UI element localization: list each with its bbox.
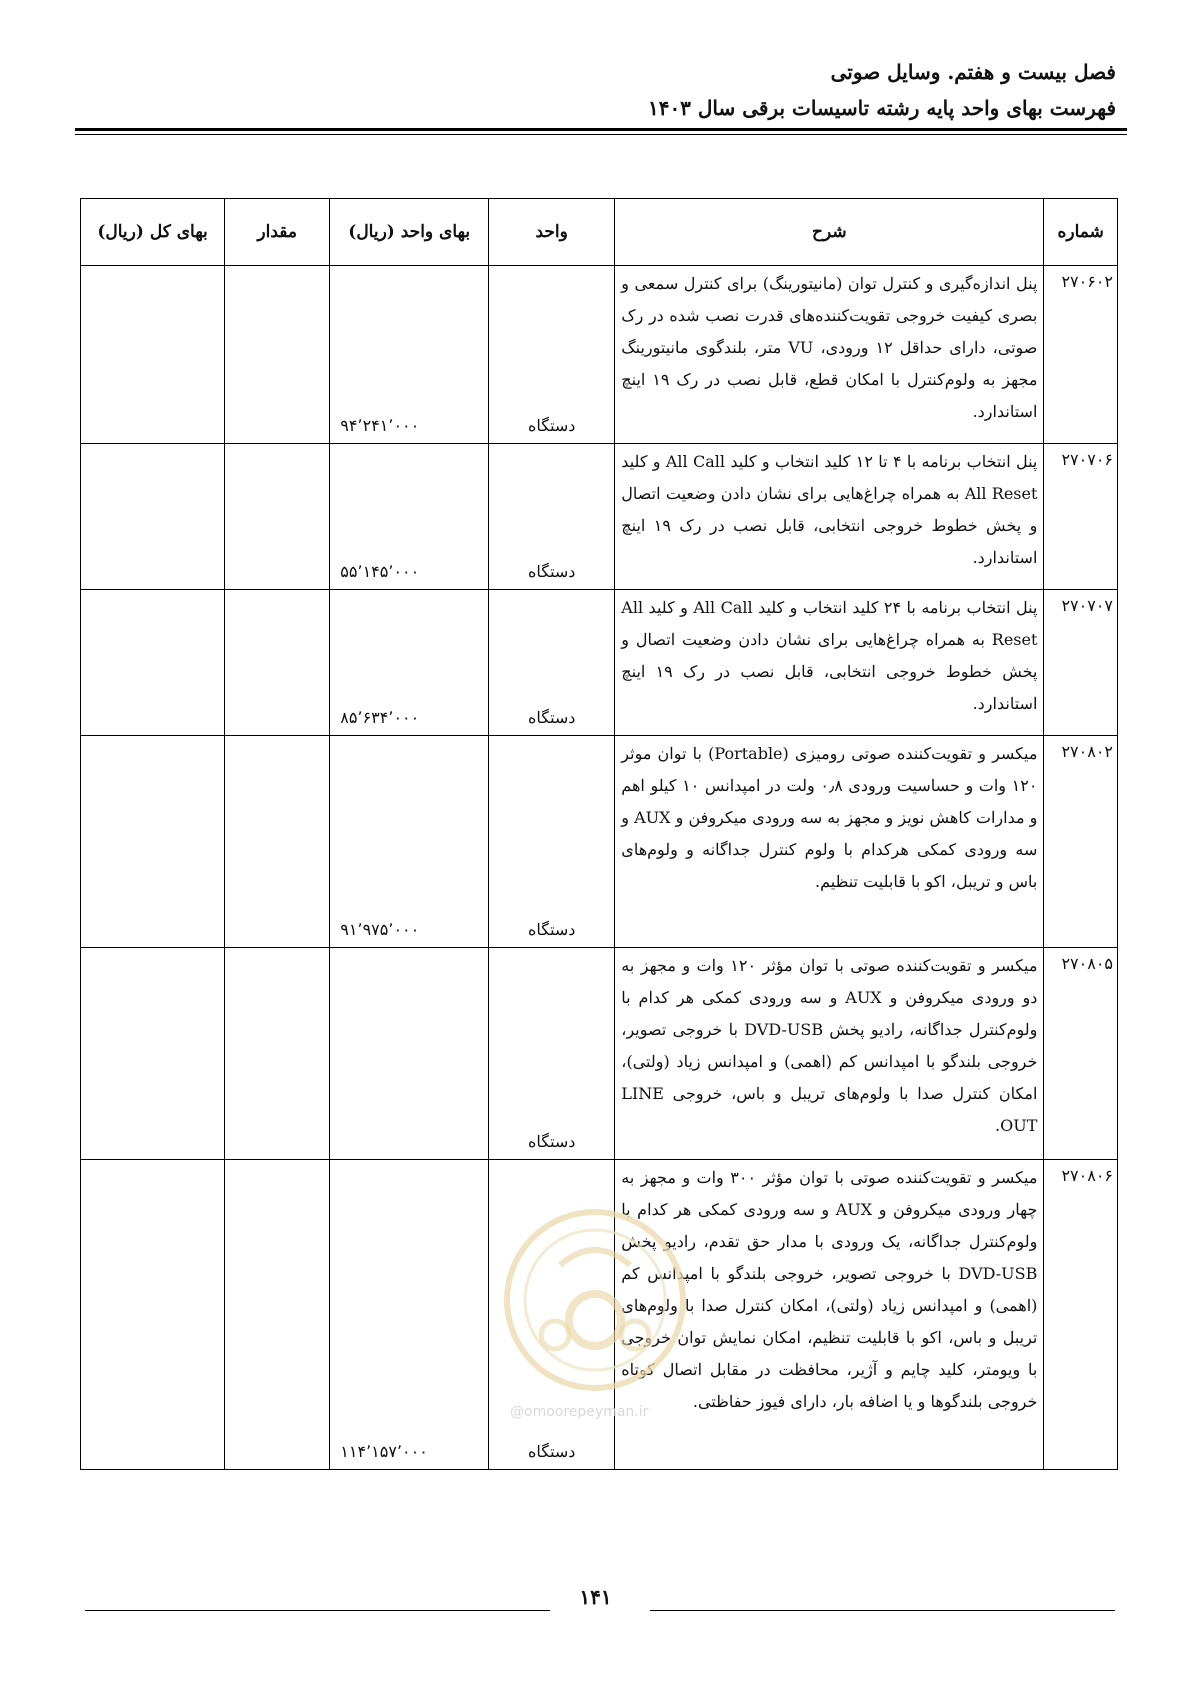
item-unit-price: ۵۵٬۱۴۵٬۰۰۰ [330,444,489,590]
item-unit: دستگاه [489,590,615,736]
item-unit-price: ۸۵٬۶۳۴٬۰۰۰ [330,590,489,736]
table-row [81,1160,1118,1470]
item-description: پنل انتخاب برنامه با ۴ تا ۱۲ کلید انتخاب و کلید All Call و کلید All Reset به همراه چراغ‌هایی برای نشان دادن وضعیت اتصال و پخش خطوط خروجی انتخابی، قابل نصب در رک ۱۹ اینچ استاندارد. [615,444,1044,590]
item-unit-price: ۱۱۴٬۱۵۷٬۰۰۰ [330,1160,489,1470]
table-row [81,736,1118,948]
table-row [81,266,1118,444]
item-description: پنل انتخاب برنامه با ۲۴ کلید انتخاب و کلید All Call و کلید All Reset به همراه چراغ‌هایی برای نشان دادن وضعیت اتصال و پخش خطوط خروجی انتخابی، قابل نصب در رک ۱۹ اینچ استاندارد. [615,590,1044,736]
book-title: فهرست بهای واحد پایه رشته تاسیسات برقی سال ۱۴۰۳ [647,96,1116,120]
item-total [81,266,225,444]
item-unit-price: ۹۱٬۹۷۵٬۰۰۰ [330,736,489,948]
item-description: پنل اندازه‌گیری و کنترل توان (مانیتورینگ) برای کنترل سمعی و بصری کیفیت خروجی تقویت‌کننده‌های قدرت نصب شده در رک صوتی، دارای حداقل ۱۲ ورودی، VU متر، بلندگوی مانیتورینگ مجهز به ولوم‌کنترل با امکان قطع، قابل نصب در رک ۱۹ اینچ استاندارد. [615,266,1044,444]
table-row [81,590,1118,736]
watermark-text: @omoorepeyman.ir [510,1404,649,1420]
item-total [81,948,225,1160]
item-description: میکسر و تقویت‌کننده صوتی با توان مؤثر ۳۰۰ وات و مجهز به چهار ورودی میکروفن و AUX و سه ورودی کمکی هر کدام با ولوم‌کنترل جداگانه، یک ورودی با مدار حق تقدم، رادیو پخش DVD-USB با خروجی تصویر، خروجی بلندگو با امپدانس کم (اهمی) و امپدانس زیاد (ولتی)، امکان کنترل صدا با ولوم‌های تریبل و باس، اکو با قابلیت تنظیم، امکان نمایش توان خروجی با ویومتر، کلید چایم و آژیر، محافظت در مقابل اتصال کوتاه خروجی بلندگوها و یا اضافه بار، دارای فیوز حفاظتی. [615,1160,1044,1470]
header-rule-thick [75,128,1127,131]
col-header-unit-price: بهای واحد (ریال) [330,199,489,266]
footer-rule-left [85,1610,550,1611]
header-rule-thin [75,134,1127,135]
item-unit: دستگاه [489,266,615,444]
item-unit: دستگاه [489,948,615,1160]
col-header-total: بهای کل (ریال) [81,199,225,266]
col-header-code: شماره [1044,199,1118,266]
item-code: ۲۷۰۷۰۶ [1044,444,1118,590]
table-row [81,444,1118,590]
col-header-desc: شرح [615,199,1044,266]
item-total [81,1160,225,1470]
item-total [81,444,225,590]
item-unit-price: ۹۴٬۲۴۱٬۰۰۰ [330,266,489,444]
col-header-qty: مقدار [225,199,330,266]
page-number: ۱۴۱ [579,1585,612,1609]
item-description: میکسر و تقویت‌کننده صوتی رومیزی (Portable) با توان موثر ۱۲۰ وات و حساسیت ورودی ۰٫۸ ولت در امپدانس ۱۰ کیلو اهم و مدارات کاهش نویز و مجهز به سه ورودی میکروفن و AUX و سه ورودی کمکی هرکدام با ولوم کنترل جداگانه و ولوم‌های باس و تریبل، اکو با قابلیت تنظیم. [615,736,1044,948]
col-header-unit: واحد [489,199,615,266]
item-qty [225,266,330,444]
item-qty [225,948,330,1160]
item-qty [225,590,330,736]
item-unit-price [330,948,489,1160]
item-code: ۲۷۰۸۰۲ [1044,736,1118,948]
item-qty [225,736,330,948]
item-description: میکسر و تقویت‌کننده صوتی با توان مؤثر ۱۲۰ وات و مجهز به دو ورودی میکروفن و AUX و سه ورودی کمکی هر کدام با ولوم‌کنترل جداگانه، رادیو پخش DVD-USB با خروجی تصویر، خروجی بلندگو با امپدانس کم (اهمی) و امپدانس زیاد (ولتی)، امکان کنترل صدا با ولوم‌های تریبل و باس، خروجی LINE OUT. [615,948,1044,1160]
item-unit: دستگاه [489,444,615,590]
item-unit: دستگاه [489,736,615,948]
item-code: ۲۷۰۸۰۶ [1044,1160,1118,1470]
table-row [81,948,1118,1160]
item-code: ۲۷۰۸۰۵ [1044,948,1118,1160]
footer-rule-right [650,1610,1115,1611]
item-total [81,736,225,948]
item-qty [225,444,330,590]
item-code: ۲۷۰۶۰۲ [1044,266,1118,444]
price-table [80,198,1118,1470]
item-unit: دستگاه [489,1160,615,1470]
item-qty [225,1160,330,1470]
table-header-row [81,199,1118,266]
chapter-title: فصل بیست و هفتم. وسایل صوتی [830,60,1116,84]
item-code: ۲۷۰۷۰۷ [1044,590,1118,736]
item-total [81,590,225,736]
